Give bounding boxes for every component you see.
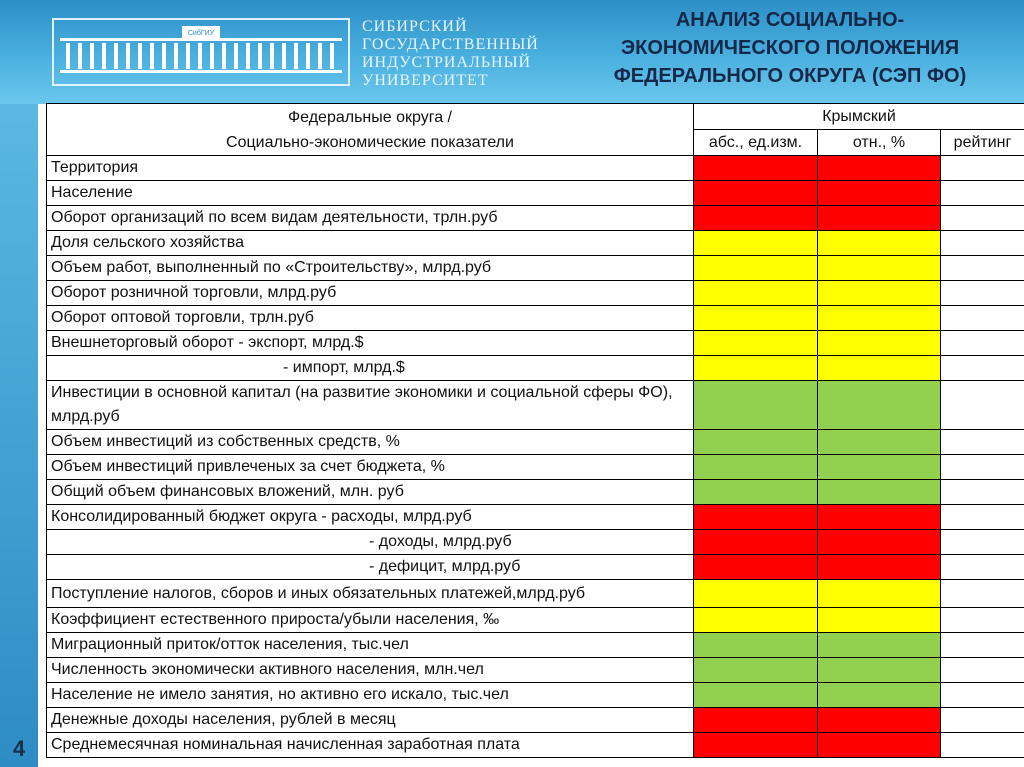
table-row bbox=[47, 555, 1024, 580]
indicator-column-header bbox=[47, 104, 694, 156]
rating-cell bbox=[941, 156, 1024, 181]
university-building-logo bbox=[52, 18, 350, 86]
indicator-label: Территория bbox=[47, 156, 694, 181]
indicator-label: Консолидированный бюджет округа - расходы, млрд.руб bbox=[47, 505, 694, 530]
indicator-label: Миграционный приток/отток населения, тыс.чел bbox=[47, 633, 694, 658]
table-row bbox=[47, 658, 1024, 683]
rating-cell bbox=[941, 306, 1024, 331]
indicator-label: Население не имело занятия, но активно его искало, тыс.чел bbox=[47, 683, 694, 708]
table-row bbox=[47, 530, 1024, 555]
table-row bbox=[47, 281, 1024, 306]
university-name-line: ИНДУСТРИАЛЬНЫЙ bbox=[362, 54, 532, 71]
region-header: Крымский bbox=[694, 104, 1024, 130]
relative-value-cell bbox=[818, 480, 941, 505]
indicator-label: Оборот оптовой торговли, трлн.руб bbox=[47, 306, 694, 331]
absolute-value-cell bbox=[694, 683, 818, 708]
slide-header bbox=[0, 0, 1024, 104]
table-row bbox=[47, 231, 1024, 256]
indicator-label: Коэффициент естественного прироста/убыли населения, ‰ bbox=[47, 608, 694, 633]
rating-cell bbox=[941, 505, 1024, 530]
indicator-label: Население bbox=[47, 181, 694, 206]
indicator-label: Среднемесячная номинальная начисленная заработная плата bbox=[47, 733, 694, 758]
absolute-value-cell bbox=[694, 608, 818, 633]
relative-value-cell bbox=[818, 430, 941, 455]
absolute-value-cell bbox=[694, 381, 818, 430]
slide-title-line: ЭКОНОМИЧЕСКОГО ПОЛОЖЕНИЯ bbox=[620, 37, 960, 59]
indicator-label: Поступление налогов, сборов и иных обязательных платежей,млрд.руб bbox=[47, 580, 694, 608]
relative-value-cell bbox=[818, 608, 941, 633]
absolute-value-cell bbox=[694, 455, 818, 480]
rating-cell bbox=[941, 608, 1024, 633]
indicator-label: - дефицит, млрд.руб bbox=[47, 555, 694, 580]
absolute-value-cell bbox=[694, 306, 818, 331]
rating-cell bbox=[941, 281, 1024, 306]
absolute-value-cell bbox=[694, 580, 818, 608]
absolute-value-cell bbox=[694, 480, 818, 505]
relative-value-cell bbox=[818, 281, 941, 306]
header-line: Социально-экономические показатели bbox=[226, 133, 514, 151]
relative-value-cell bbox=[818, 580, 941, 608]
slide-title bbox=[575, 6, 1005, 90]
absolute-value-cell bbox=[694, 530, 818, 555]
absolute-value-cell bbox=[694, 430, 818, 455]
indicator-label: Оборот розничной торговли, млрд.руб bbox=[47, 281, 694, 306]
subheader-rating: рейтинг bbox=[941, 130, 1024, 156]
relative-value-cell bbox=[818, 331, 941, 356]
table-row bbox=[47, 455, 1024, 480]
indicator-label: Объем инвестиций из собственных средств, % bbox=[47, 430, 694, 455]
table-row bbox=[47, 356, 1024, 381]
rating-cell bbox=[941, 555, 1024, 580]
subheader-absolute: абс., ед.изм. bbox=[694, 130, 818, 156]
table-row bbox=[47, 580, 1024, 608]
indicator-label: Численность экономически активного населения, млн.чел bbox=[47, 658, 694, 683]
table-row bbox=[47, 733, 1024, 758]
table-row bbox=[47, 256, 1024, 281]
relative-value-cell bbox=[818, 633, 941, 658]
slide-title-line: АНАЛИЗ СОЦИАЛЬНО- bbox=[675, 9, 905, 31]
slide-title-line: ФЕДЕРАЛЬНОГО ОКРУГА (СЭП ФО) bbox=[613, 65, 967, 87]
indicator-label: Инвестиции в основной капитал (на развитие экономики и социальной сферы ФО), млрд.руб bbox=[47, 381, 694, 430]
absolute-value-cell bbox=[694, 331, 818, 356]
rating-cell bbox=[941, 683, 1024, 708]
table-row bbox=[47, 480, 1024, 505]
rating-cell bbox=[941, 256, 1024, 281]
relative-value-cell bbox=[818, 455, 941, 480]
absolute-value-cell bbox=[694, 356, 818, 381]
indicator-sheet bbox=[46, 103, 1024, 767]
university-name bbox=[362, 18, 562, 90]
indicator-label: Доля сельского хозяйства bbox=[47, 231, 694, 256]
relative-value-cell bbox=[818, 530, 941, 555]
rating-cell bbox=[941, 633, 1024, 658]
table-row bbox=[47, 430, 1024, 455]
table-row bbox=[47, 683, 1024, 708]
absolute-value-cell bbox=[694, 181, 818, 206]
table-row bbox=[47, 156, 1024, 181]
relative-value-cell bbox=[818, 658, 941, 683]
rating-cell bbox=[941, 430, 1024, 455]
table-row bbox=[47, 181, 1024, 206]
rating-cell bbox=[941, 480, 1024, 505]
rating-cell bbox=[941, 708, 1024, 733]
relative-value-cell bbox=[818, 708, 941, 733]
absolute-value-cell bbox=[694, 206, 818, 231]
university-name-line: УНИВЕРСИТЕТ bbox=[362, 72, 489, 89]
relative-value-cell bbox=[818, 555, 941, 580]
absolute-value-cell bbox=[694, 156, 818, 181]
indicator-label: Объем работ, выполненный по «Строительству», млрд.руб bbox=[47, 256, 694, 281]
table-row bbox=[47, 608, 1024, 633]
rating-cell bbox=[941, 381, 1024, 430]
absolute-value-cell bbox=[694, 231, 818, 256]
relative-value-cell bbox=[818, 206, 941, 231]
absolute-value-cell bbox=[694, 708, 818, 733]
indicator-label: Общий объем финансовых вложений, млн. руб bbox=[47, 480, 694, 505]
rating-cell bbox=[941, 231, 1024, 256]
university-name-line: ГОСУДАРСТВЕННЫЙ bbox=[362, 36, 539, 53]
absolute-value-cell bbox=[694, 281, 818, 306]
absolute-value-cell bbox=[694, 658, 818, 683]
relative-value-cell bbox=[818, 231, 941, 256]
relative-value-cell bbox=[818, 733, 941, 758]
relative-value-cell bbox=[818, 356, 941, 381]
table-row bbox=[47, 633, 1024, 658]
indicator-label: Объем инвестиций привлеченых за счет бюджета, % bbox=[47, 455, 694, 480]
rating-cell bbox=[941, 181, 1024, 206]
absolute-value-cell bbox=[694, 256, 818, 281]
rating-cell bbox=[941, 580, 1024, 608]
rating-cell bbox=[941, 206, 1024, 231]
table-row bbox=[47, 505, 1024, 530]
absolute-value-cell bbox=[694, 733, 818, 758]
absolute-value-cell bbox=[694, 633, 818, 658]
rating-cell bbox=[941, 530, 1024, 555]
relative-value-cell bbox=[818, 181, 941, 206]
rating-cell bbox=[941, 658, 1024, 683]
table-row bbox=[47, 206, 1024, 231]
relative-value-cell bbox=[818, 381, 941, 430]
svg-text:СибГИУ: СибГИУ bbox=[187, 30, 215, 37]
header-line: Федеральные округа / bbox=[288, 108, 452, 126]
relative-value-cell bbox=[818, 683, 941, 708]
indicator-label: Внешнеторговый оборот - экспорт, млрд.$ bbox=[47, 331, 694, 356]
relative-value-cell bbox=[818, 505, 941, 530]
table-row bbox=[47, 306, 1024, 331]
page-number: 4 bbox=[12, 736, 26, 761]
indicator-label: Оборот организаций по всем видам деятельности, трлн.руб bbox=[47, 206, 694, 231]
rating-cell bbox=[941, 733, 1024, 758]
indicator-table bbox=[46, 103, 1024, 758]
indicator-label: - доходы, млрд.руб bbox=[47, 530, 694, 555]
rating-cell bbox=[941, 455, 1024, 480]
absolute-value-cell bbox=[694, 505, 818, 530]
relative-value-cell bbox=[818, 256, 941, 281]
relative-value-cell bbox=[818, 306, 941, 331]
left-decorative-strip bbox=[0, 104, 38, 767]
rating-cell bbox=[941, 356, 1024, 381]
university-name-line: СИБИРСКИЙ bbox=[362, 18, 468, 35]
subheader-relative: отн., % bbox=[818, 130, 941, 156]
table-row bbox=[47, 331, 1024, 356]
table-row bbox=[47, 381, 1024, 430]
indicator-label: Денежные доходы населения, рублей в месяц bbox=[47, 708, 694, 733]
absolute-value-cell bbox=[694, 555, 818, 580]
relative-value-cell bbox=[818, 156, 941, 181]
table-row bbox=[47, 708, 1024, 733]
rating-cell bbox=[941, 331, 1024, 356]
indicator-label: - импорт, млрд.$ bbox=[47, 356, 694, 381]
